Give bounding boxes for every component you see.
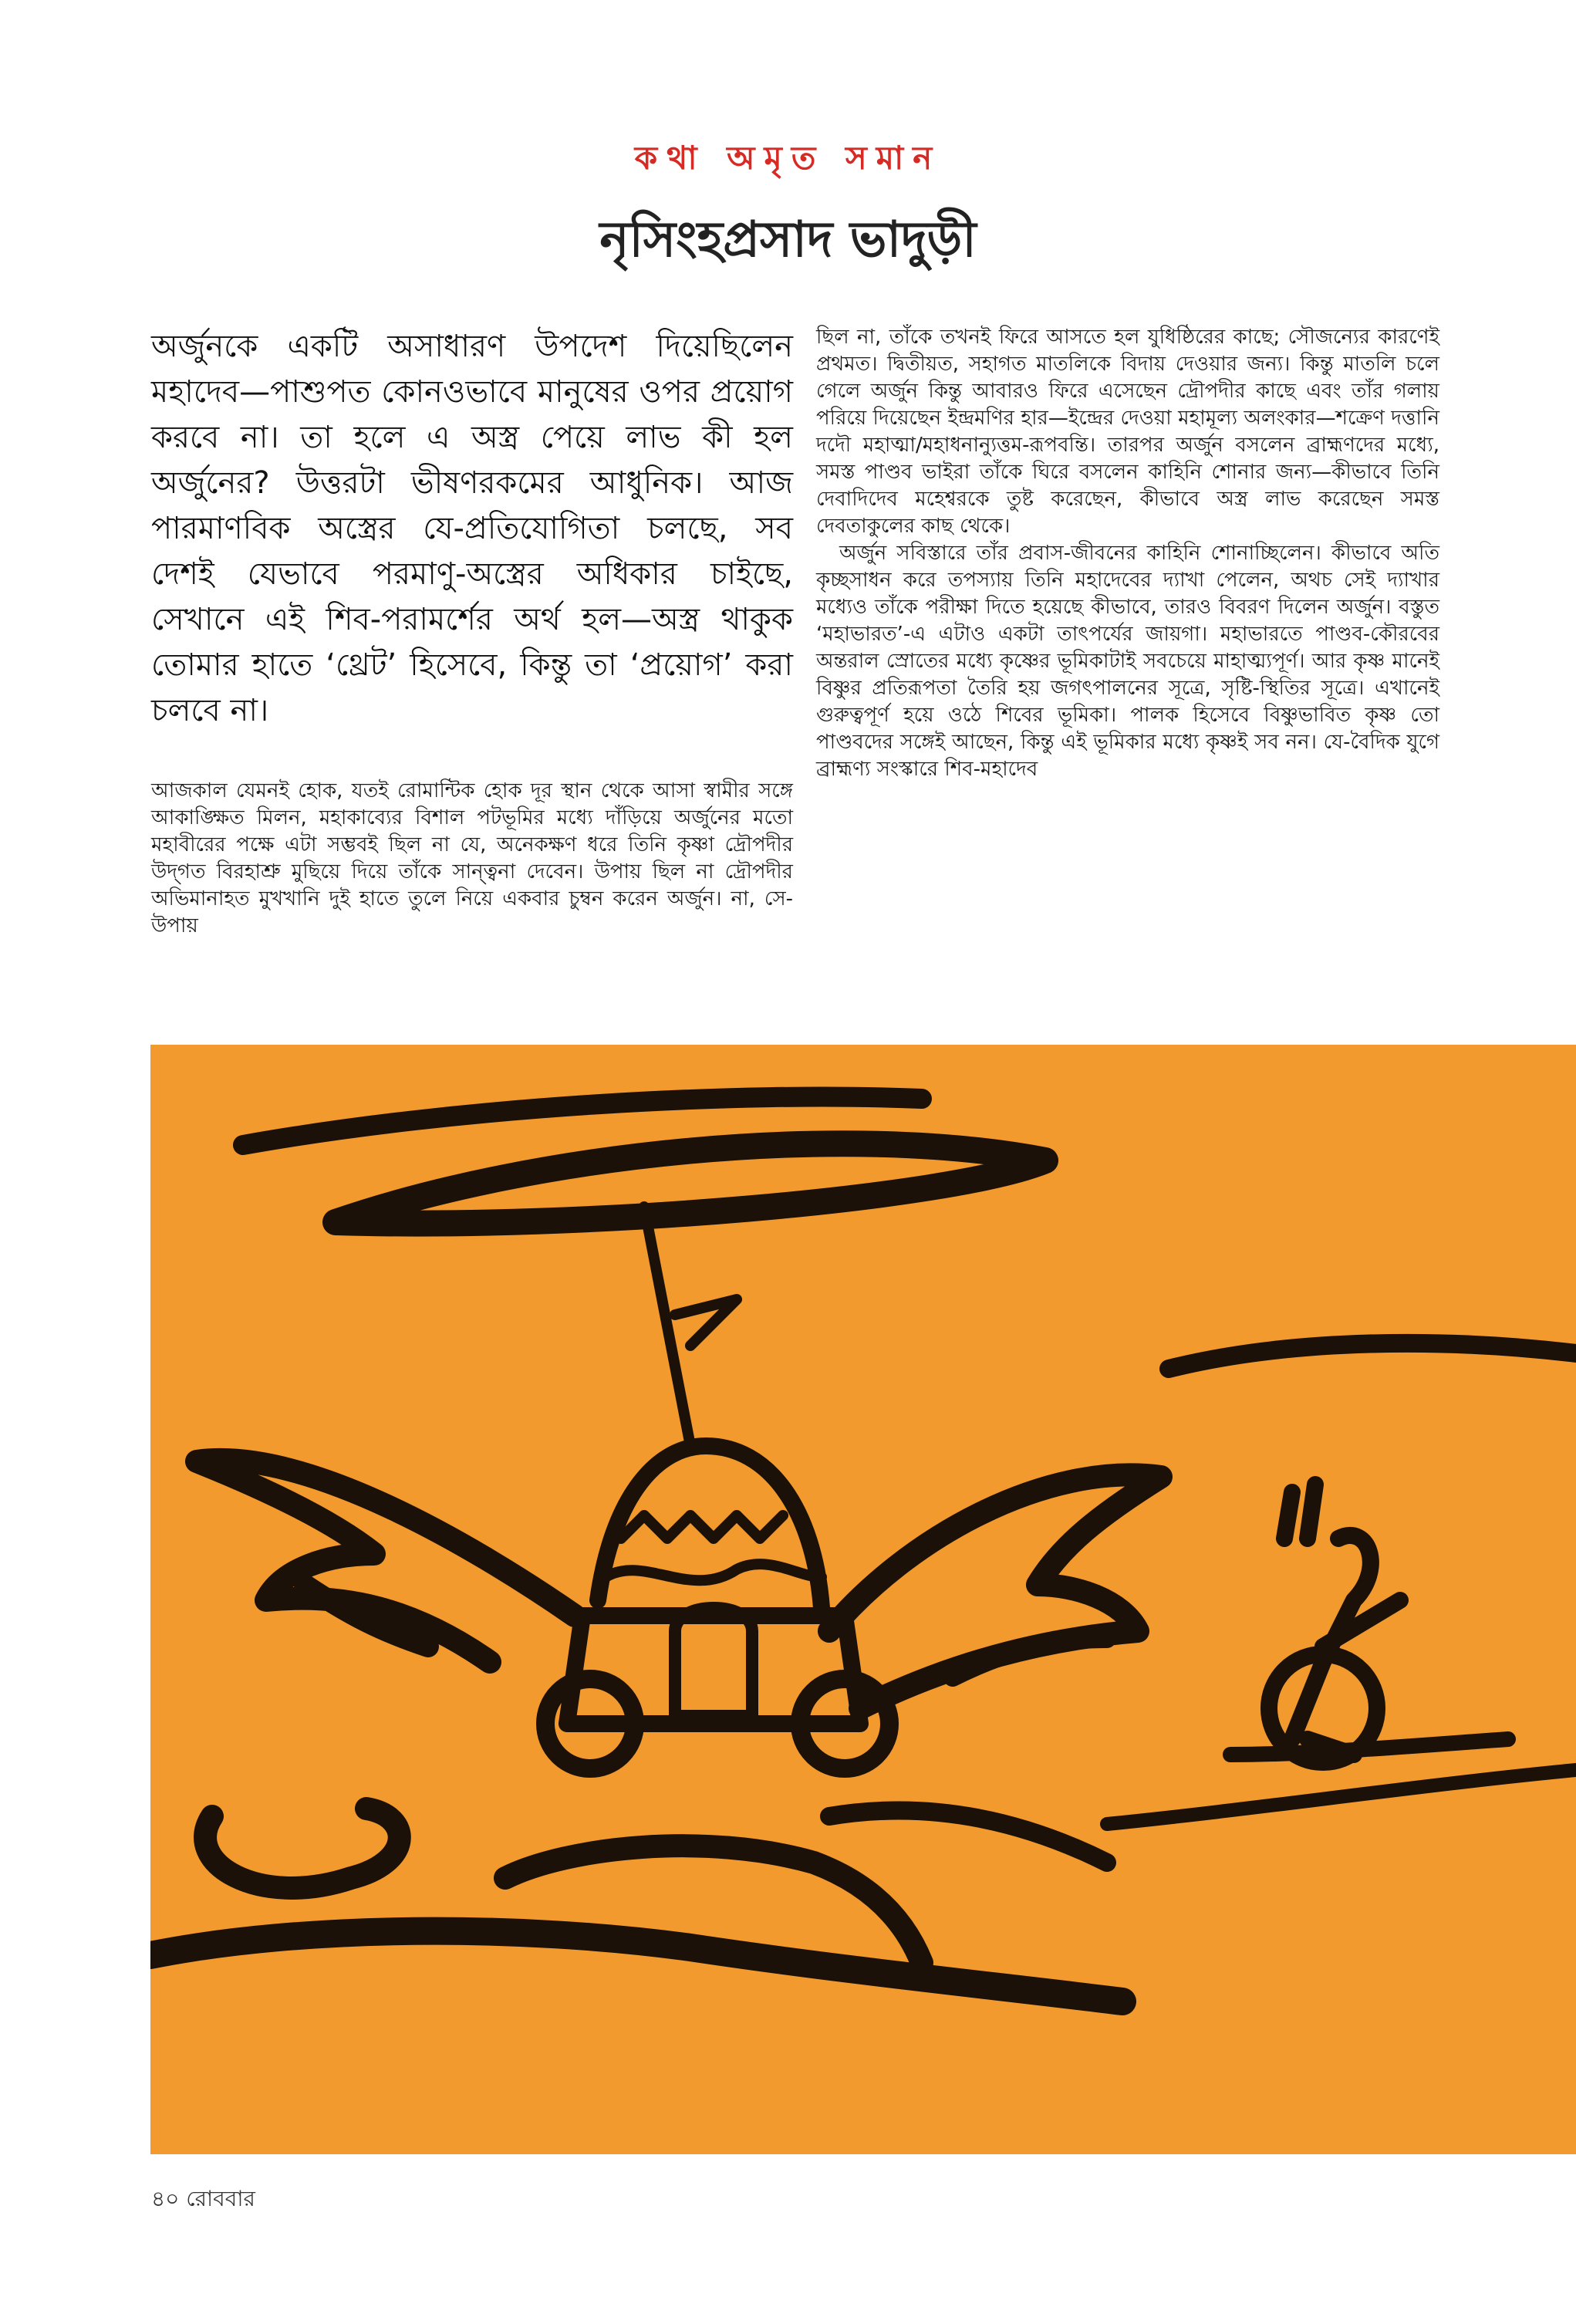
dome-zigzag [621, 1515, 783, 1539]
page-folio: ৪০ রোববার [151, 2186, 255, 2211]
lead-paragraph [151, 324, 793, 734]
illustration-chariot [150, 1045, 1576, 2154]
lead-text: অর্জুনকে একটি অসাধারণ উপদেশ দিয়েছিলেন মহাদেব—পাশুপত কোনওভাবে মানুষের ওপর প্রয়োগ করবে না। তা হলে এ অস্ত্র পেয়ে লাভ কী হল অর্জুনের? উত্তরটা ভীষণরকমের আধুনিক। আজ পারমাণবিক অস্ত্রের যে-প্রতিযোগিতা চলছে, সব দেশই যেভাবে পরমাণু-অস্ত্রের অধিকার চাইছে, সেখানে এই শিব-পরামর্শের অর্থ হল—অস্ত্র থাকুক তোমার হাতে ‘থ্রেট’ হিসেবে, কিন্তু তা ‘প্রয়োগ’ করা চলবে না। [151, 329, 793, 728]
right-wing [829, 1474, 1161, 1708]
body-column-left [151, 778, 793, 940]
body-paragraph: আজকাল যেমনই হোক, যতই রোমান্টিক হোক দূর স্থান থেকে আসা স্বামীর সঙ্গে আকাঙ্ক্ষিত মিলন, মহাকাব্যের বিশাল পটভূমির মধ্যে দাঁড়িয়ে অর্জুনের মতো মহাবীরের পক্ষে এটা সম্ভবই ছিল না যে, অনেকক্ষণ ধরে তিনি কৃষ্ণা দ্রৌপদীর উদ্‌গত বিরহাশ্রু মুছিয়ে দিয়ে তাঁকে সান্ত্বনা দেবেন। উপায় ছিল না দ্রৌপদীর অভিমানাহত মুখখানি দুই হাতে তুলে নিয়ে একবার চুম্বন করেন অর্জুন। না, সে-উপায় [151, 779, 793, 937]
flag [675, 1299, 737, 1346]
distant-cloud [1169, 1343, 1576, 1369]
canopy-pole [644, 1207, 690, 1446]
cloud-swirl-left [205, 1809, 400, 1888]
series-title: কথা অমৃত সমান [634, 139, 942, 177]
cloud-swirl-right [829, 1811, 1107, 1863]
chariot-brush-drawing [150, 1045, 1576, 2154]
body-paragraph: ছিল না, তাঁকে তখনই ফিরে আসতে হল যুধিষ্ঠিরের কাছে; সৌজন্যের কারণেই প্রথমত। দ্বিতীয়ত, সহাগত মাতলিকে বিদায় দেওয়ার জন্য। কিন্তু মাতলি চলে গেলে অর্জুন কিন্তু আবারও ফিরে এসেছেন দ্রৌপদীর কাছে এবং তাঁর গলায় পরিয়ে দিয়েছেন ইন্দ্রমণির হার—ইন্দ্রের দেওয়া মহামূল্য অলংকার—শক্রেণ দত্তানি দদৌ মহাত্মা/মহাধনান্যুত্তম-রূপবন্তি। তারপর অর্জুন বসলেন ব্রাহ্মণদের মধ্যে, সমস্ত পাণ্ডব ভাইরা তাঁকে ঘিরে বসলেন কাহিনি শোনার জন্য—কীভাবে তিনি দেবাদিদেব মহেশ্বরকে তুষ্ট করেছেন, কীভাবে অস্ত্র লাভ করেছেন সমস্ত দেবতাকুলের কাছ থেকে। [816, 326, 1439, 538]
cloud-swirl-base [150, 1931, 1122, 2001]
dome-wave [606, 1564, 822, 1580]
body-column-right [816, 324, 1439, 783]
canopy-stroke [336, 1143, 1045, 1223]
chariot-body [567, 1616, 860, 1724]
body-paragraph: অর্জুন সবিস্তারে তাঁর প্রবাস-জীবনের কাহিনি শোনাচ্ছিলেন। কীভাবে অতি কৃচ্ছসাধন করে তপস্যায় তিনি মহাদেবের দ্যাখা পেলেন, অথচ সেই দ্যাখার মধ্যেও তাঁকে পরীক্ষা দিতে হয়েছে কীভাবে, তারও বিবরণ দিলেন অর্জুন। বস্তুত ‘মহাভারত’-এ এটাও একটা তাৎপর্যের জায়গা। মহাভারতে পাণ্ডব-কৌরবের অন্তরাল স্রোতের মধ্যে কৃষ্ণের ভূমিকাটাই সবচেয়ে মাহাত্ম্যপূর্ণ। আর কৃষ্ণ মানেই বিষ্ণুর প্রতিরূপতা তৈরি হয় জগৎপালনের সূত্রে, সৃষ্টি-স্থিতির সূত্রে। এখানেই গুরুত্বপূর্ণ হয়ে ওঠে শিবের ভূমিকা। পালক হিসেবে বিষ্ণুভাবিত কৃষ্ণ তো পাণ্ডবদের সঙ্গেই আছেন, কিন্তু এই ভূমিকার মধ্যে কৃষ্ণই সব নন। যে-বৈদিক যুগে ব্রাহ্মণ্য সংস্কারে শিব-মহাদেব [816, 542, 1439, 781]
author-name: নৃসিংহপ্রসাদ ভাদুড়ী [599, 211, 977, 269]
horizon-stroke [1107, 1770, 1576, 1824]
